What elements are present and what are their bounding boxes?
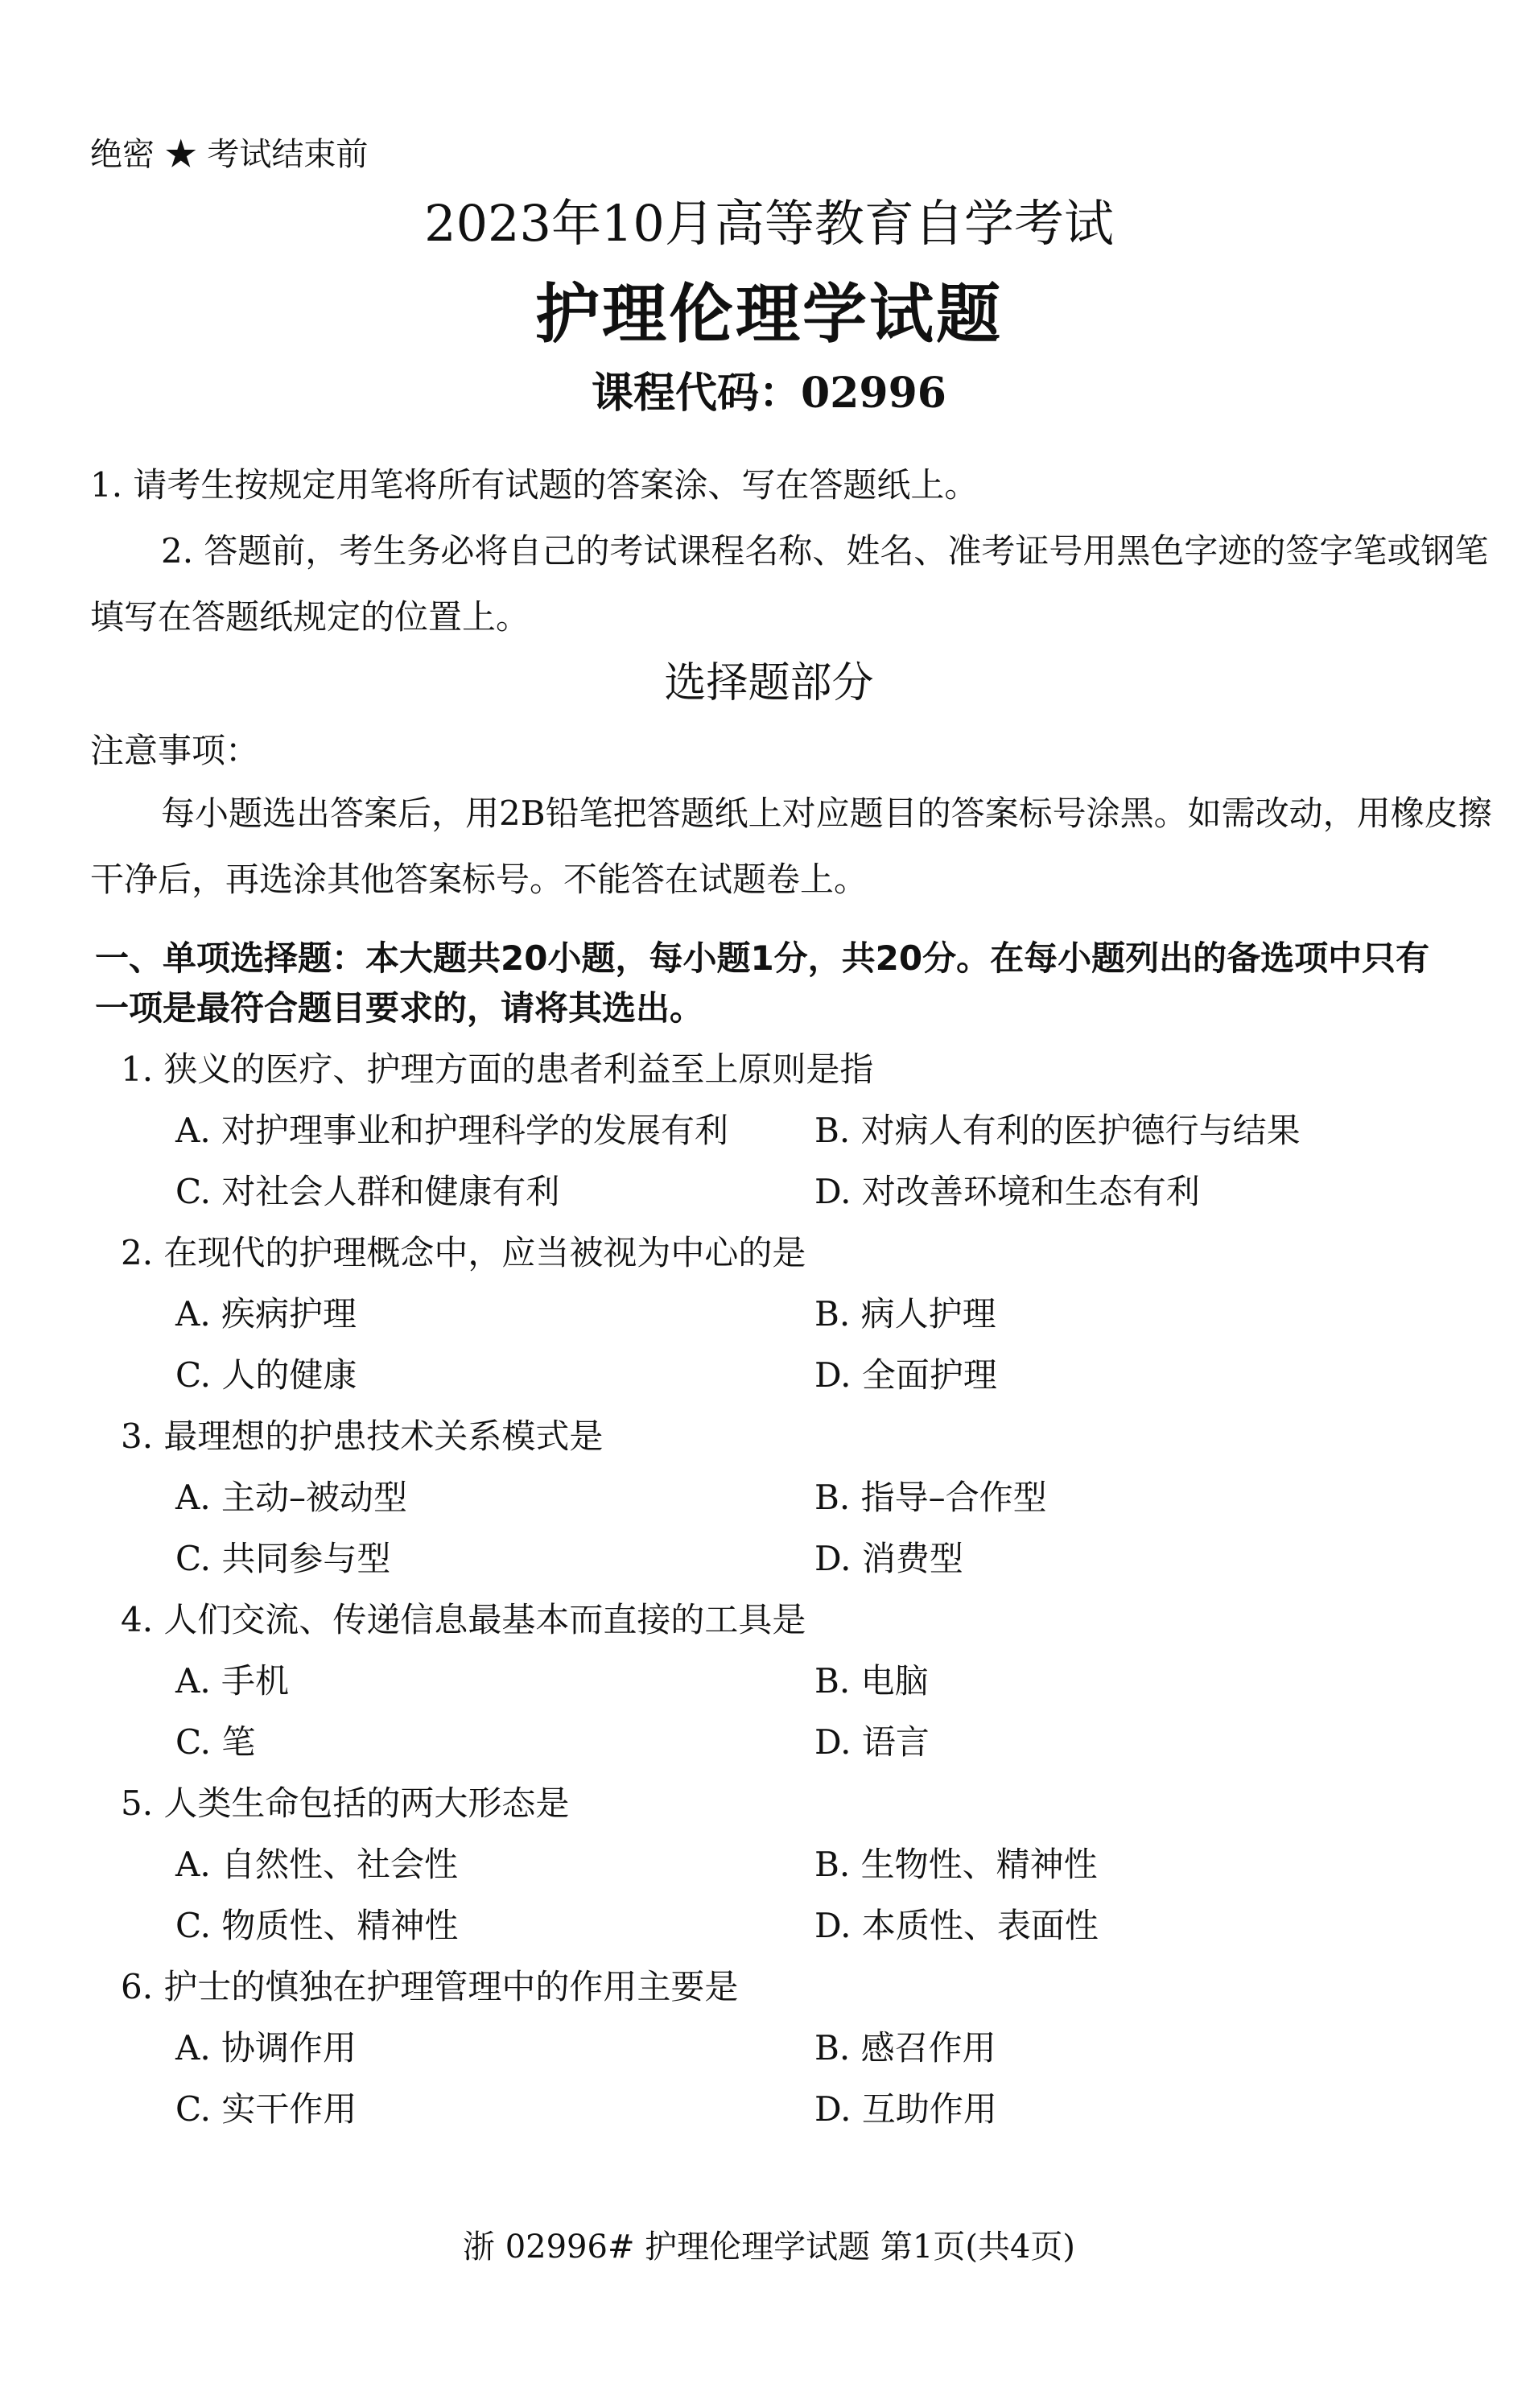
option-d: D. 全面护理 [814,1355,997,1395]
instruction-1: 1. 请考生按规定用笔将所有试题的答案涂、写在答题纸上。 [90,465,979,505]
option-a: A. 疾病护理 [175,1294,357,1334]
option-c: C. 人的健康 [175,1355,357,1395]
option-b: B. 病人护理 [814,1294,996,1334]
notice-body: 每小题选出答案后，用2B铅笔把答题纸上对应题目的答案标号涂黑。如需改动，用橡皮擦干净后，再选涂其他答案标号。不能答在试题卷上。 [90,794,1492,899]
option-a: A. 对护理事业和护理科学的发展有利 [175,1111,729,1150]
option-d: D. 互助作用 [814,2089,997,2129]
option-a: A. 主动–被动型 [175,1478,408,1517]
option-d: D. 本质性、表面性 [814,1906,1099,1945]
option-d: D. 对改善环境和生态有利 [814,1172,1200,1211]
option-c: C. 实干作用 [175,2089,357,2129]
option-b: B. 生物性、精神性 [814,1845,1098,1884]
exam-title: 2023年10月高等教育自学考试 [424,194,1114,253]
question-stem: 4. 人们交流、传递信息最基本而直接的工具是 [121,1600,806,1639]
option-a: A. 自然性、社会性 [175,1845,459,1884]
section-title: 选择题部分 [664,659,874,707]
option-c: C. 笔 [175,1722,256,1762]
option-b: B. 感召作用 [814,2028,996,2068]
option-b: B. 对病人有利的医护德行与结果 [814,1111,1301,1150]
instruction-2: 2. 答题前，考生务必将自己的考试课程名称、姓名、准考证号用黑色字迹的签字笔或钢笔填写在答题纸规定的位置上。 [90,531,1489,637]
option-c: C. 对社会人群和健康有利 [175,1172,560,1211]
option-d: D. 语言 [814,1722,930,1762]
option-b: B. 电脑 [814,1661,929,1701]
option-c: C. 物质性、精神性 [175,1906,459,1945]
subject-title: 护理伦理学试题 [535,276,1003,352]
course-code: 课程代码：02996 [592,369,946,418]
option-a: A. 手机 [175,1661,290,1701]
option-b: B. 指导–合作型 [814,1478,1047,1517]
question-stem: 3. 最理想的护患技术关系模式是 [121,1416,604,1456]
page-footer: 浙 02996# 护理伦理学试题 第1页(共4页) [462,2229,1075,2266]
option-c: C. 共同参与型 [175,1539,391,1578]
notice-label: 注意事项： [90,731,260,770]
option-d: D. 消费型 [814,1539,963,1578]
option-a: A. 协调作用 [175,2028,357,2068]
question-stem: 5. 人类生命包括的两大形态是 [121,1783,570,1823]
question-stem: 1. 狭义的医疗、护理方面的患者利益至上原则是指 [121,1049,874,1089]
part-heading: 一、单项选择题：本大题共20小题，每小题1分，共20分。在每小题列出的备选项中只有一项是最符合题目要求的，请将其选出。 [95,938,1430,1028]
question-stem: 6. 护士的慎独在护理管理中的作用主要是 [121,1967,739,2006]
question-stem: 2. 在现代的护理概念中，应当被视为中心的是 [121,1233,806,1272]
confidential-mark: 绝密 ★ 考试结束前 [90,136,369,173]
